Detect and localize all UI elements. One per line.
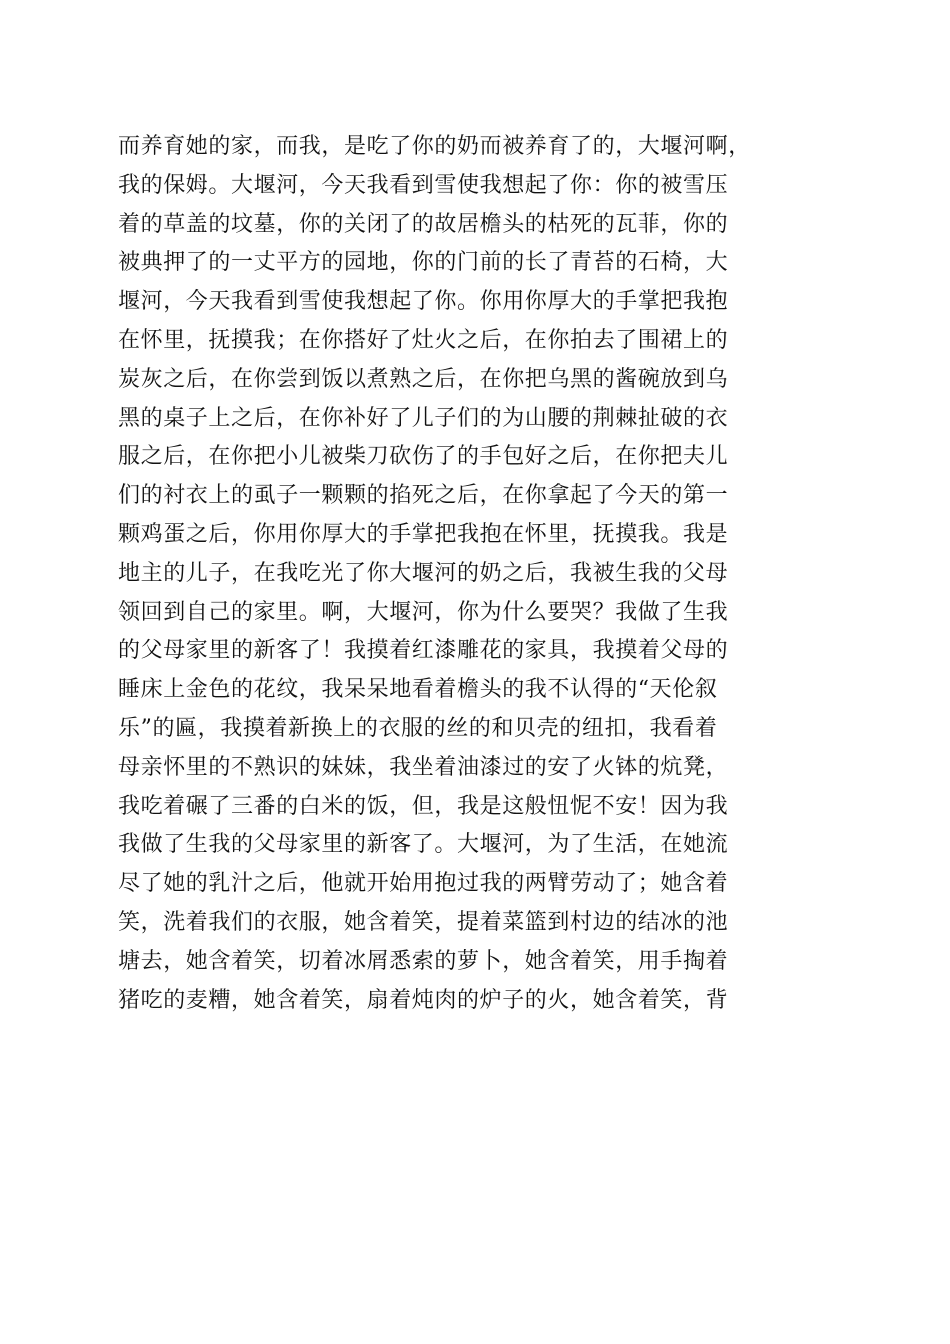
- text-line: 着的草盖的坟墓，你的关闭了的故居檐头的枯死的瓦菲，你的: [118, 211, 729, 237]
- text-line: 睡床上金色的花纹，我呆呆地看着檐头的我不认得的“天伦叙: [118, 677, 718, 703]
- text-line: 笑，洗着我们的衣服，她含着笑，提着菜篮到村边的结冰的池: [118, 909, 729, 935]
- text-line: 我吃着碾了三番的白米的饭，但，我是这般忸怩不安！因为我: [118, 793, 729, 819]
- text-line: 而养育她的家，而我，是吃了你的奶而被养育了的，大堰河啊，: [118, 134, 751, 159]
- text-line: 服之后，在你把小儿被柴刀砍伤了的手包好之后，在你把夫儿: [118, 444, 729, 470]
- body-text: [118, 128, 838, 1020]
- text-line: 炭灰之后，在你尝到饭以煮熟之后，在你把乌黑的酱碗放到乌: [118, 366, 729, 392]
- text-line: 们的衬衣上的虱子一颗颗的掐死之后，在你拿起了今天的第一: [118, 483, 729, 509]
- text-line: 在怀里，抚摸我；在你搭好了灶火之后，在你拍去了围裙上的: [118, 327, 729, 353]
- text-line: 尽了她的乳汁之后，他就开始用抱过我的两臂劳动了；她含着: [118, 871, 729, 897]
- text-line: 黑的桌子上之后，在你补好了儿子们的为山腰的荆棘扯破的衣: [118, 405, 729, 431]
- text-line: 乐”的匾，我摸着新换上的衣服的丝的和贝壳的纽扣，我看着: [118, 715, 718, 741]
- text-line: 猪吃的麦糟，她含着笑，扇着炖肉的炉子的火，她含着笑，背: [118, 987, 729, 1013]
- text-line: 堰河，今天我看到雪使我想起了你。你用你厚大的手掌把我抱: [118, 289, 729, 315]
- text-line: 地主的儿子，在我吃光了你大堰河的奶之后，我被生我的父母: [118, 560, 729, 586]
- text-line: 的父母家里的新客了！我摸着红漆雕花的家具，我摸着父母的: [118, 638, 729, 664]
- text-line: 塘去，她含着笑，切着冰屑悉索的萝卜，她含着笑，用手掏着: [118, 948, 729, 974]
- text-line: 我做了生我的父母家里的新客了。大堰河，为了生活，在她流: [118, 832, 729, 858]
- text-line: 母亲怀里的不熟识的妹妹，我坐着油漆过的安了火钵的炕凳，: [118, 754, 729, 780]
- text-line: 领回到自己的家里。啊，大堰河，你为什么要哭？我做了生我: [118, 599, 729, 625]
- text-line: 颗鸡蛋之后，你用你厚大的手掌把我抱在怀里，抚摸我。我是: [118, 521, 729, 547]
- text-line: 我的保姆。大堰河，今天我看到雪使我想起了你：你的被雪压: [118, 172, 729, 198]
- text-line: 被典押了的一丈平方的园地，你的门前的长了青苔的石椅，大: [118, 250, 729, 276]
